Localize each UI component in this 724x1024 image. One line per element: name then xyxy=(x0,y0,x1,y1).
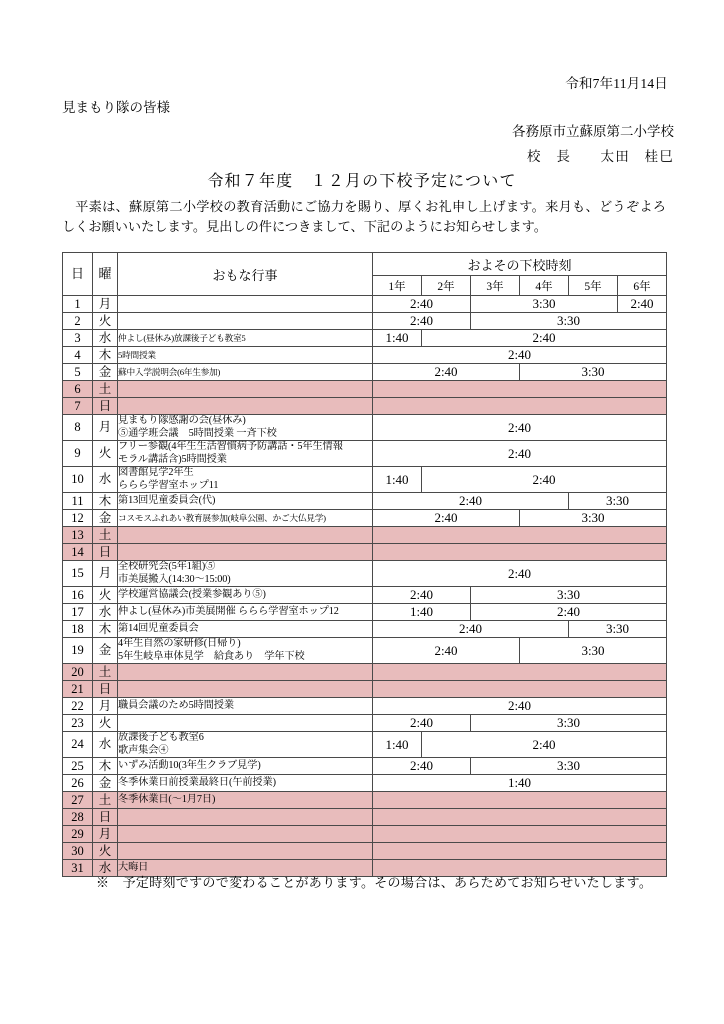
event-line: 職員会議のため5時間授業 xyxy=(118,699,234,711)
cell-dismissal-time: 2:40 xyxy=(373,587,471,604)
table-row xyxy=(63,638,667,664)
event-line: 蘇中入学説明会(6年生参加) xyxy=(118,366,221,377)
cell-day-of-week: 水 xyxy=(93,467,118,493)
cell-dismissal-time: 1:40 xyxy=(373,604,471,621)
cell-day: 21 xyxy=(63,681,93,698)
cell-dismissal-time: 3:30 xyxy=(569,621,667,638)
event-line: 冬季休業日前授業最終日(午前授業) xyxy=(118,776,276,788)
cell-events xyxy=(118,415,373,441)
cell-events xyxy=(118,493,373,510)
table-row xyxy=(63,826,667,843)
cell-dismissal-time: 3:30 xyxy=(569,493,667,510)
cell-day: 16 xyxy=(63,587,93,604)
cell-day: 2 xyxy=(63,313,93,330)
cell-day-of-week: 月 xyxy=(93,415,118,441)
cell-dismissal-time: 2:40 xyxy=(373,715,471,732)
cell-day-of-week: 火 xyxy=(93,587,118,604)
cell-day-of-week: 火 xyxy=(93,843,118,860)
table-row xyxy=(63,604,667,621)
table-row xyxy=(63,313,667,330)
table-row xyxy=(63,681,667,698)
header-day: 日 xyxy=(63,253,93,296)
cell-dismissal-time: 2:40 xyxy=(373,561,667,587)
cell-day: 12 xyxy=(63,510,93,527)
cell-day-of-week: 火 xyxy=(93,715,118,732)
table-row xyxy=(63,347,667,364)
cell-day-of-week: 月 xyxy=(93,826,118,843)
event-line: 学校運営協議会(授業参観あり⑤) xyxy=(118,588,266,600)
cell-events xyxy=(118,330,373,347)
cell-day: 5 xyxy=(63,364,93,381)
cell-day-of-week: 金 xyxy=(93,364,118,381)
header-grade-4: 4年 xyxy=(520,276,569,296)
cell-day: 18 xyxy=(63,621,93,638)
cell-day: 22 xyxy=(63,698,93,715)
cell-events xyxy=(118,347,373,364)
cell-day: 31 xyxy=(63,860,93,877)
cell-dismissal-time: 2:40 xyxy=(373,493,569,510)
schedule-table-body xyxy=(63,296,667,877)
cell-day-of-week: 木 xyxy=(93,621,118,638)
table-row xyxy=(63,664,667,681)
table-row xyxy=(63,775,667,792)
event-line: 第13回児童委員会(代) xyxy=(118,494,216,506)
cell-day-of-week: 火 xyxy=(93,313,118,330)
schedule-table-container xyxy=(62,252,666,877)
school-name: 各務原市立蘇原第二小学校 xyxy=(512,124,674,139)
table-row xyxy=(63,587,667,604)
cell-dismissal-time: 3:30 xyxy=(471,296,618,313)
table-row xyxy=(63,758,667,775)
event-line: 図書館見学2年生 xyxy=(118,467,194,479)
cell-dismissal-time: 3:30 xyxy=(520,638,667,664)
principal-name: 校 長 太田 桂巳 xyxy=(527,149,674,164)
cell-day: 6 xyxy=(63,381,93,398)
event-line: 市美展搬入(14:30〜15:00) xyxy=(118,573,231,585)
cell-day-of-week: 金 xyxy=(93,638,118,664)
table-row xyxy=(63,621,667,638)
table-row xyxy=(63,544,667,561)
table-row xyxy=(63,493,667,510)
header-grade-6: 6年 xyxy=(618,276,667,296)
cell-events xyxy=(118,758,373,775)
table-row xyxy=(63,467,667,493)
event-line: 全校研究会(5年1組)⑤ xyxy=(118,561,216,573)
cell-dismissal-time: 2:40 xyxy=(618,296,667,313)
table-header-row-1 xyxy=(63,253,667,276)
cell-dismissal-time: 2:40 xyxy=(373,415,667,441)
greeting-paragraph: 平素は、蘇原第二小学校の教育活動にご協力を賜り、厚くお礼申し上げます。来月も、どうぞよろしくお願いいたします。見出しの件につきまして、下記のようにお知らせします。 xyxy=(62,199,666,235)
cell-dismissal-time: 2:40 xyxy=(422,330,667,347)
event-line: 5年生岐阜車体見学 給食あり 学年下校 xyxy=(118,650,305,662)
cell-events xyxy=(118,843,373,860)
cell-dismissal-time: 2:40 xyxy=(373,758,471,775)
cell-day: 23 xyxy=(63,715,93,732)
cell-day: 25 xyxy=(63,758,93,775)
cell-day: 15 xyxy=(63,561,93,587)
cell-dismissal-time: 3:30 xyxy=(520,510,667,527)
header-grade-3: 3年 xyxy=(471,276,520,296)
cell-events xyxy=(118,587,373,604)
cell-day-of-week: 金 xyxy=(93,775,118,792)
header-grade-2: 2年 xyxy=(422,276,471,296)
cell-events xyxy=(118,809,373,826)
cell-events xyxy=(118,398,373,415)
cell-day: 19 xyxy=(63,638,93,664)
cell-dismissal-time xyxy=(373,843,667,860)
cell-day: 4 xyxy=(63,347,93,364)
event-line: 放課後子ども教室6 xyxy=(118,732,204,744)
header-dismissal-times: およその下校時刻 xyxy=(373,253,667,276)
cell-dismissal-time: 3:30 xyxy=(471,587,667,604)
cell-dismissal-time: 1:40 xyxy=(373,467,422,493)
cell-day-of-week: 金 xyxy=(93,510,118,527)
cell-day: 13 xyxy=(63,527,93,544)
cell-day: 11 xyxy=(63,493,93,510)
cell-day-of-week: 月 xyxy=(93,296,118,313)
cell-events xyxy=(118,621,373,638)
cell-events xyxy=(118,561,373,587)
table-row xyxy=(63,510,667,527)
event-line: コスモスふれあい教育展参加(岐阜公園、かご大仏見学) xyxy=(118,512,326,523)
cell-dismissal-time xyxy=(373,381,667,398)
cell-day-of-week: 水 xyxy=(93,860,118,877)
cell-dismissal-time: 1:40 xyxy=(373,775,667,792)
cell-day-of-week: 日 xyxy=(93,809,118,826)
cell-events xyxy=(118,296,373,313)
cell-events xyxy=(118,510,373,527)
cell-events xyxy=(118,604,373,621)
cell-day: 30 xyxy=(63,843,93,860)
cell-dismissal-time: 3:30 xyxy=(471,715,667,732)
cell-dismissal-time xyxy=(373,809,667,826)
cell-day-of-week: 土 xyxy=(93,792,118,809)
cell-events xyxy=(118,664,373,681)
table-row xyxy=(63,296,667,313)
table-row xyxy=(63,792,667,809)
cell-day-of-week: 月 xyxy=(93,561,118,587)
cell-dismissal-time: 2:40 xyxy=(373,441,667,467)
cell-day-of-week: 日 xyxy=(93,681,118,698)
cell-dismissal-time xyxy=(373,792,667,809)
cell-events xyxy=(118,527,373,544)
addressee: 見まもり隊の皆様 xyxy=(62,100,170,115)
cell-events xyxy=(118,715,373,732)
cell-day: 9 xyxy=(63,441,93,467)
cell-day-of-week: 土 xyxy=(93,527,118,544)
cell-dismissal-time xyxy=(373,544,667,561)
cell-dismissal-time xyxy=(373,664,667,681)
cell-dismissal-time: 2:40 xyxy=(373,364,520,381)
cell-day-of-week: 日 xyxy=(93,544,118,561)
cell-day: 3 xyxy=(63,330,93,347)
cell-events xyxy=(118,364,373,381)
table-row xyxy=(63,364,667,381)
cell-dismissal-time: 2:40 xyxy=(471,604,667,621)
cell-day: 24 xyxy=(63,732,93,758)
event-line: 歌声集会④ xyxy=(118,744,169,756)
cell-events xyxy=(118,544,373,561)
header-grade-1: 1年 xyxy=(373,276,422,296)
cell-events xyxy=(118,792,373,809)
cell-day-of-week: 水 xyxy=(93,732,118,758)
cell-dismissal-time xyxy=(373,527,667,544)
cell-day-of-week: 土 xyxy=(93,381,118,398)
cell-day-of-week: 日 xyxy=(93,398,118,415)
cell-dismissal-time: 2:40 xyxy=(422,732,667,758)
cell-day-of-week: 土 xyxy=(93,664,118,681)
header-event: おもな行事 xyxy=(118,253,373,296)
cell-dismissal-time: 2:40 xyxy=(373,313,471,330)
cell-dismissal-time xyxy=(373,826,667,843)
cell-dismissal-time: 2:40 xyxy=(373,510,520,527)
header-grade-5: 5年 xyxy=(569,276,618,296)
cell-dismissal-time: 3:30 xyxy=(520,364,667,381)
table-row xyxy=(63,330,667,347)
cell-day-of-week: 水 xyxy=(93,330,118,347)
cell-events xyxy=(118,313,373,330)
cell-day: 26 xyxy=(63,775,93,792)
table-row xyxy=(63,732,667,758)
cell-events xyxy=(118,698,373,715)
table-row xyxy=(63,809,667,826)
cell-day: 10 xyxy=(63,467,93,493)
table-row xyxy=(63,843,667,860)
event-line: ららら学習室ホップ11 xyxy=(118,479,219,491)
cell-dismissal-time xyxy=(373,398,667,415)
event-line: フリー参観(4年生生活習慣病予防講話・5年生情報 xyxy=(118,441,343,453)
event-line: 第14回児童委員会 xyxy=(118,622,199,634)
cell-day: 8 xyxy=(63,415,93,441)
cell-day: 17 xyxy=(63,604,93,621)
cell-events xyxy=(118,775,373,792)
cell-day-of-week: 木 xyxy=(93,493,118,510)
cell-dismissal-time: 1:40 xyxy=(373,732,422,758)
event-line: 仲よし(昼休み)放課後子ども教室5 xyxy=(118,332,246,343)
cell-day-of-week: 木 xyxy=(93,758,118,775)
document-date: 令和7年11月14日 xyxy=(565,76,668,91)
cell-dismissal-time: 3:30 xyxy=(471,313,667,330)
event-line: 見まもり隊感謝の会(昼休み) xyxy=(118,415,246,427)
cell-events xyxy=(118,381,373,398)
cell-dismissal-time: 2:40 xyxy=(422,467,667,493)
cell-events xyxy=(118,467,373,493)
cell-dismissal-time: 2:40 xyxy=(373,296,471,313)
cell-day: 1 xyxy=(63,296,93,313)
schedule-table-head xyxy=(63,253,667,296)
cell-dismissal-time: 2:40 xyxy=(373,347,667,364)
cell-dismissal-time: 3:30 xyxy=(471,758,667,775)
table-row xyxy=(63,715,667,732)
schedule-table xyxy=(62,252,667,877)
header-dow: 曜 xyxy=(93,253,118,296)
event-line: ⑤通学班会議 5時間授業 一斉下校 xyxy=(118,427,277,439)
cell-events xyxy=(118,441,373,467)
table-row xyxy=(63,441,667,467)
event-line: モラル講話含)5時間授業 xyxy=(118,453,227,465)
cell-day: 7 xyxy=(63,398,93,415)
table-row xyxy=(63,527,667,544)
event-line: 大晦日 xyxy=(118,861,149,873)
cell-dismissal-time: 2:40 xyxy=(373,698,667,715)
table-row xyxy=(63,415,667,441)
table-row xyxy=(63,698,667,715)
event-line: いずみ活動10(3年生クラブ見学) xyxy=(118,759,261,771)
cell-events xyxy=(118,681,373,698)
cell-day-of-week: 火 xyxy=(93,441,118,467)
cell-dismissal-time: 1:40 xyxy=(373,330,422,347)
table-row xyxy=(63,561,667,587)
table-row xyxy=(63,381,667,398)
cell-dismissal-time: 2:40 xyxy=(373,638,520,664)
event-line: 4年生自然の家研修(日帰り) xyxy=(118,638,241,650)
event-line: 冬季休業日(〜1月7日) xyxy=(118,793,216,805)
cell-events xyxy=(118,826,373,843)
cell-day-of-week: 木 xyxy=(93,347,118,364)
event-line: 仲よし(昼休み)市美展開催 ららら学習室ホップ12 xyxy=(118,605,339,617)
event-line: 5時間授業 xyxy=(118,349,156,360)
table-row xyxy=(63,398,667,415)
cell-day-of-week: 月 xyxy=(93,698,118,715)
page-title: 令和７年度 １２月の下校予定について xyxy=(207,173,517,190)
cell-day: 27 xyxy=(63,792,93,809)
cell-dismissal-time xyxy=(373,681,667,698)
cell-day: 14 xyxy=(63,544,93,561)
cell-dismissal-time: 2:40 xyxy=(373,621,569,638)
footnote: ※ 予定時刻ですので変わることがあります。その場合は、あらためてお知らせいたします。 xyxy=(96,875,653,890)
cell-events xyxy=(118,732,373,758)
cell-day: 29 xyxy=(63,826,93,843)
cell-day-of-week: 水 xyxy=(93,604,118,621)
cell-day: 28 xyxy=(63,809,93,826)
cell-day: 20 xyxy=(63,664,93,681)
cell-events xyxy=(118,638,373,664)
